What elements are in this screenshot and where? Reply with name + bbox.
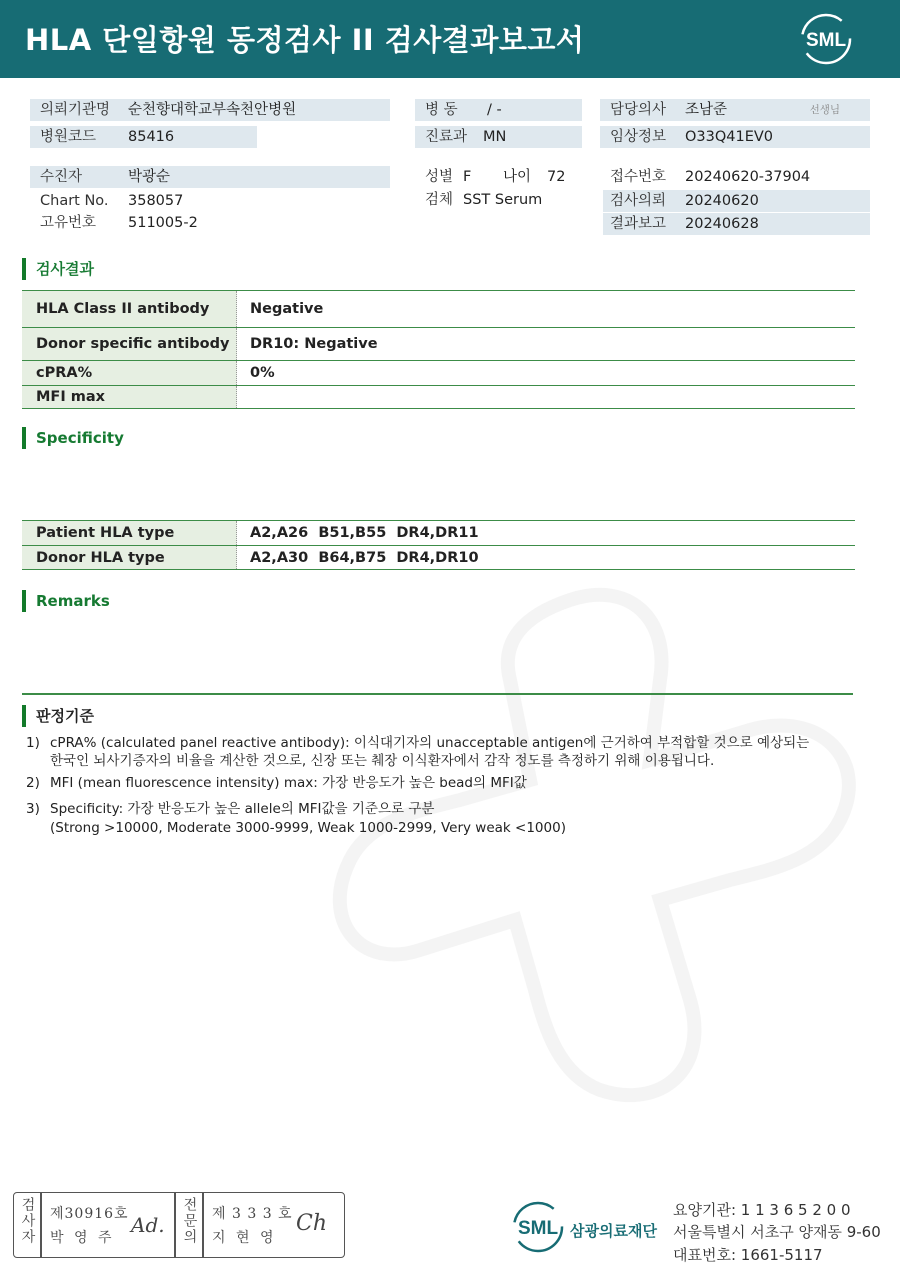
ward-field <box>415 99 582 121</box>
criteria-number: 3) <box>26 801 40 817</box>
clinical-info-value: O33Q41EV0 <box>685 129 774 145</box>
specimen-label: 검체 <box>425 192 454 208</box>
examiner-label <box>16 1193 38 1257</box>
unique-no-field <box>30 212 390 234</box>
results-table <box>22 290 855 409</box>
watermark-cross-icon <box>330 560 890 1120</box>
criteria-item <box>26 774 856 794</box>
age-label: 나이 <box>503 169 532 185</box>
report-header <box>0 0 900 78</box>
criteria-number: 1) <box>26 735 40 751</box>
specialist-signature: Ch <box>296 1211 328 1236</box>
header-logo-text: SML <box>805 30 847 51</box>
age-value: 72 <box>547 169 566 185</box>
specialist-label <box>178 1193 200 1257</box>
hospital-code-label: 병원코드 <box>40 129 97 145</box>
row-label: MFI max <box>22 386 237 408</box>
criteria-item <box>26 734 856 774</box>
patient-label: 수진자 <box>40 169 83 185</box>
chart-no-field <box>30 190 390 212</box>
chart-no-value: 358057 <box>128 193 184 209</box>
remarks-section-title: Remarks <box>22 590 110 612</box>
remarks-divider <box>22 693 853 695</box>
table-row <box>22 361 855 386</box>
doctor-value: 조남준 <box>685 102 728 118</box>
request-date-field <box>603 190 870 212</box>
institution-value: 순천향대학교부속천안병원 <box>128 102 297 118</box>
report-date-label: 결과보고 <box>610 216 667 232</box>
footer-address: 서울특별시 서초구 양재동 9-60 <box>673 1223 881 1241</box>
row-value: A2,A26 B51,B55 DR4,DR11 <box>250 525 479 541</box>
table-row <box>22 546 855 570</box>
row-label: Donor specific antibody <box>22 328 237 360</box>
criteria-item <box>26 800 856 840</box>
row-value: 0% <box>250 365 275 381</box>
patient-field <box>30 166 390 188</box>
hla-type-table <box>22 520 855 570</box>
report-date-field <box>603 213 870 235</box>
department-field <box>415 126 582 148</box>
report-title: HLA 단일항원 동정검사 II 검사결과보고서 <box>25 23 585 57</box>
hospital-code-field <box>30 126 257 148</box>
footer-logo-text: SML <box>517 1218 559 1239</box>
table-row <box>22 328 855 361</box>
criteria-line: (Strong >10000, Moderate 3000-9999, Weak 1000-2999, Very weak <1000) <box>50 820 566 836</box>
patient-value: 박광순 <box>128 169 171 185</box>
sml-footer-logo-icon <box>509 1200 567 1254</box>
examiner-label-text: 검사자 <box>19 1197 36 1245</box>
unique-no-value: 511005-2 <box>128 215 198 231</box>
request-date-label: 검사의뢰 <box>610 193 667 209</box>
results-section-title: 검사결과 <box>22 258 94 280</box>
ward-label: 병 동 <box>425 102 458 118</box>
signature-divider <box>202 1193 204 1257</box>
doctor-suffix: 선생님 <box>809 104 840 116</box>
chart-no-label: Chart No. <box>40 193 109 209</box>
request-date-value: 20240620 <box>685 193 759 209</box>
table-row <box>22 291 855 328</box>
sex-age-field <box>415 166 585 188</box>
receipt-no-field <box>600 166 870 188</box>
specialist-name: 지 현 영 <box>212 1230 277 1246</box>
row-value: DR10: Negative <box>250 336 378 352</box>
specificity-section-title: Specificity <box>22 427 124 449</box>
table-row <box>22 386 855 409</box>
examiner-name: 박 영 주 <box>50 1230 115 1246</box>
criteria-number: 2) <box>26 775 40 791</box>
clinical-info-field <box>600 126 870 148</box>
specimen-field <box>415 189 585 211</box>
specialist-number: 제 3 3 3 호 <box>212 1206 293 1222</box>
signature-divider <box>40 1193 42 1257</box>
sex-value: F <box>463 169 472 185</box>
signature-box <box>13 1192 345 1258</box>
institution-label: 의뢰기관명 <box>40 102 111 118</box>
table-row <box>22 521 855 546</box>
signature-divider <box>174 1193 176 1257</box>
criteria-line: cPRA% (calculated panel reactive antibody): 이식대기자의 unacceptable antigen에 근거하여 부적합할 것으로 예상되는 <box>50 735 810 751</box>
ward-value: / - <box>487 102 502 118</box>
examiner-number: 제30916호 <box>50 1206 129 1222</box>
report-date-value: 20240628 <box>685 216 759 232</box>
receipt-no-label: 접수번호 <box>610 169 667 185</box>
hospital-code-value: 85416 <box>128 129 175 145</box>
doctor-field <box>600 99 870 121</box>
specialist-label-text: 전문의 <box>181 1197 198 1245</box>
receipt-no-value: 20240620-37904 <box>685 169 811 185</box>
row-value: A2,A30 B64,B75 DR4,DR10 <box>250 549 479 566</box>
institution-field <box>30 99 390 121</box>
footer-org-name: 삼광의료재단 <box>570 1222 657 1240</box>
department-value: MN <box>483 129 507 145</box>
row-label: HLA Class II antibody <box>22 291 237 327</box>
doctor-label: 담당의사 <box>610 102 667 118</box>
criteria-line: MFI (mean fluorescence intensity) max: 가장 반응도가 높은 bead의 MFI값 <box>50 775 527 791</box>
specimen-value: SST Serum <box>463 192 543 208</box>
footer-code: 요양기관: 1 1 3 6 5 2 0 0 <box>673 1201 851 1219</box>
examiner-signature: Ad. <box>131 1213 165 1237</box>
row-value: Negative <box>250 301 324 317</box>
criteria-line: Specificity: 가장 반응도가 높은 allele의 MFI값을 기준으로 구분 <box>50 801 435 817</box>
criteria-section-title: 판정기준 <box>22 705 94 727</box>
sml-logo-icon <box>797 12 855 66</box>
row-label: cPRA% <box>22 361 237 385</box>
row-label: Patient HLA type <box>22 521 237 545</box>
sex-label: 성별 <box>425 169 454 185</box>
row-label: Donor HLA type <box>22 546 237 569</box>
clinical-info-label: 임상정보 <box>610 129 667 145</box>
criteria-line: 한국인 뇌사기증자의 비율을 계산한 것으로, 신장 또는 췌장 이식환자에서 감작 정도를 측정하기 위해 이용됩니다. <box>50 753 715 769</box>
footer-phone: 대표번호: 1661-5117 <box>673 1246 823 1264</box>
department-label: 진료과 <box>425 129 468 145</box>
unique-no-label: 고유번호 <box>40 215 97 231</box>
